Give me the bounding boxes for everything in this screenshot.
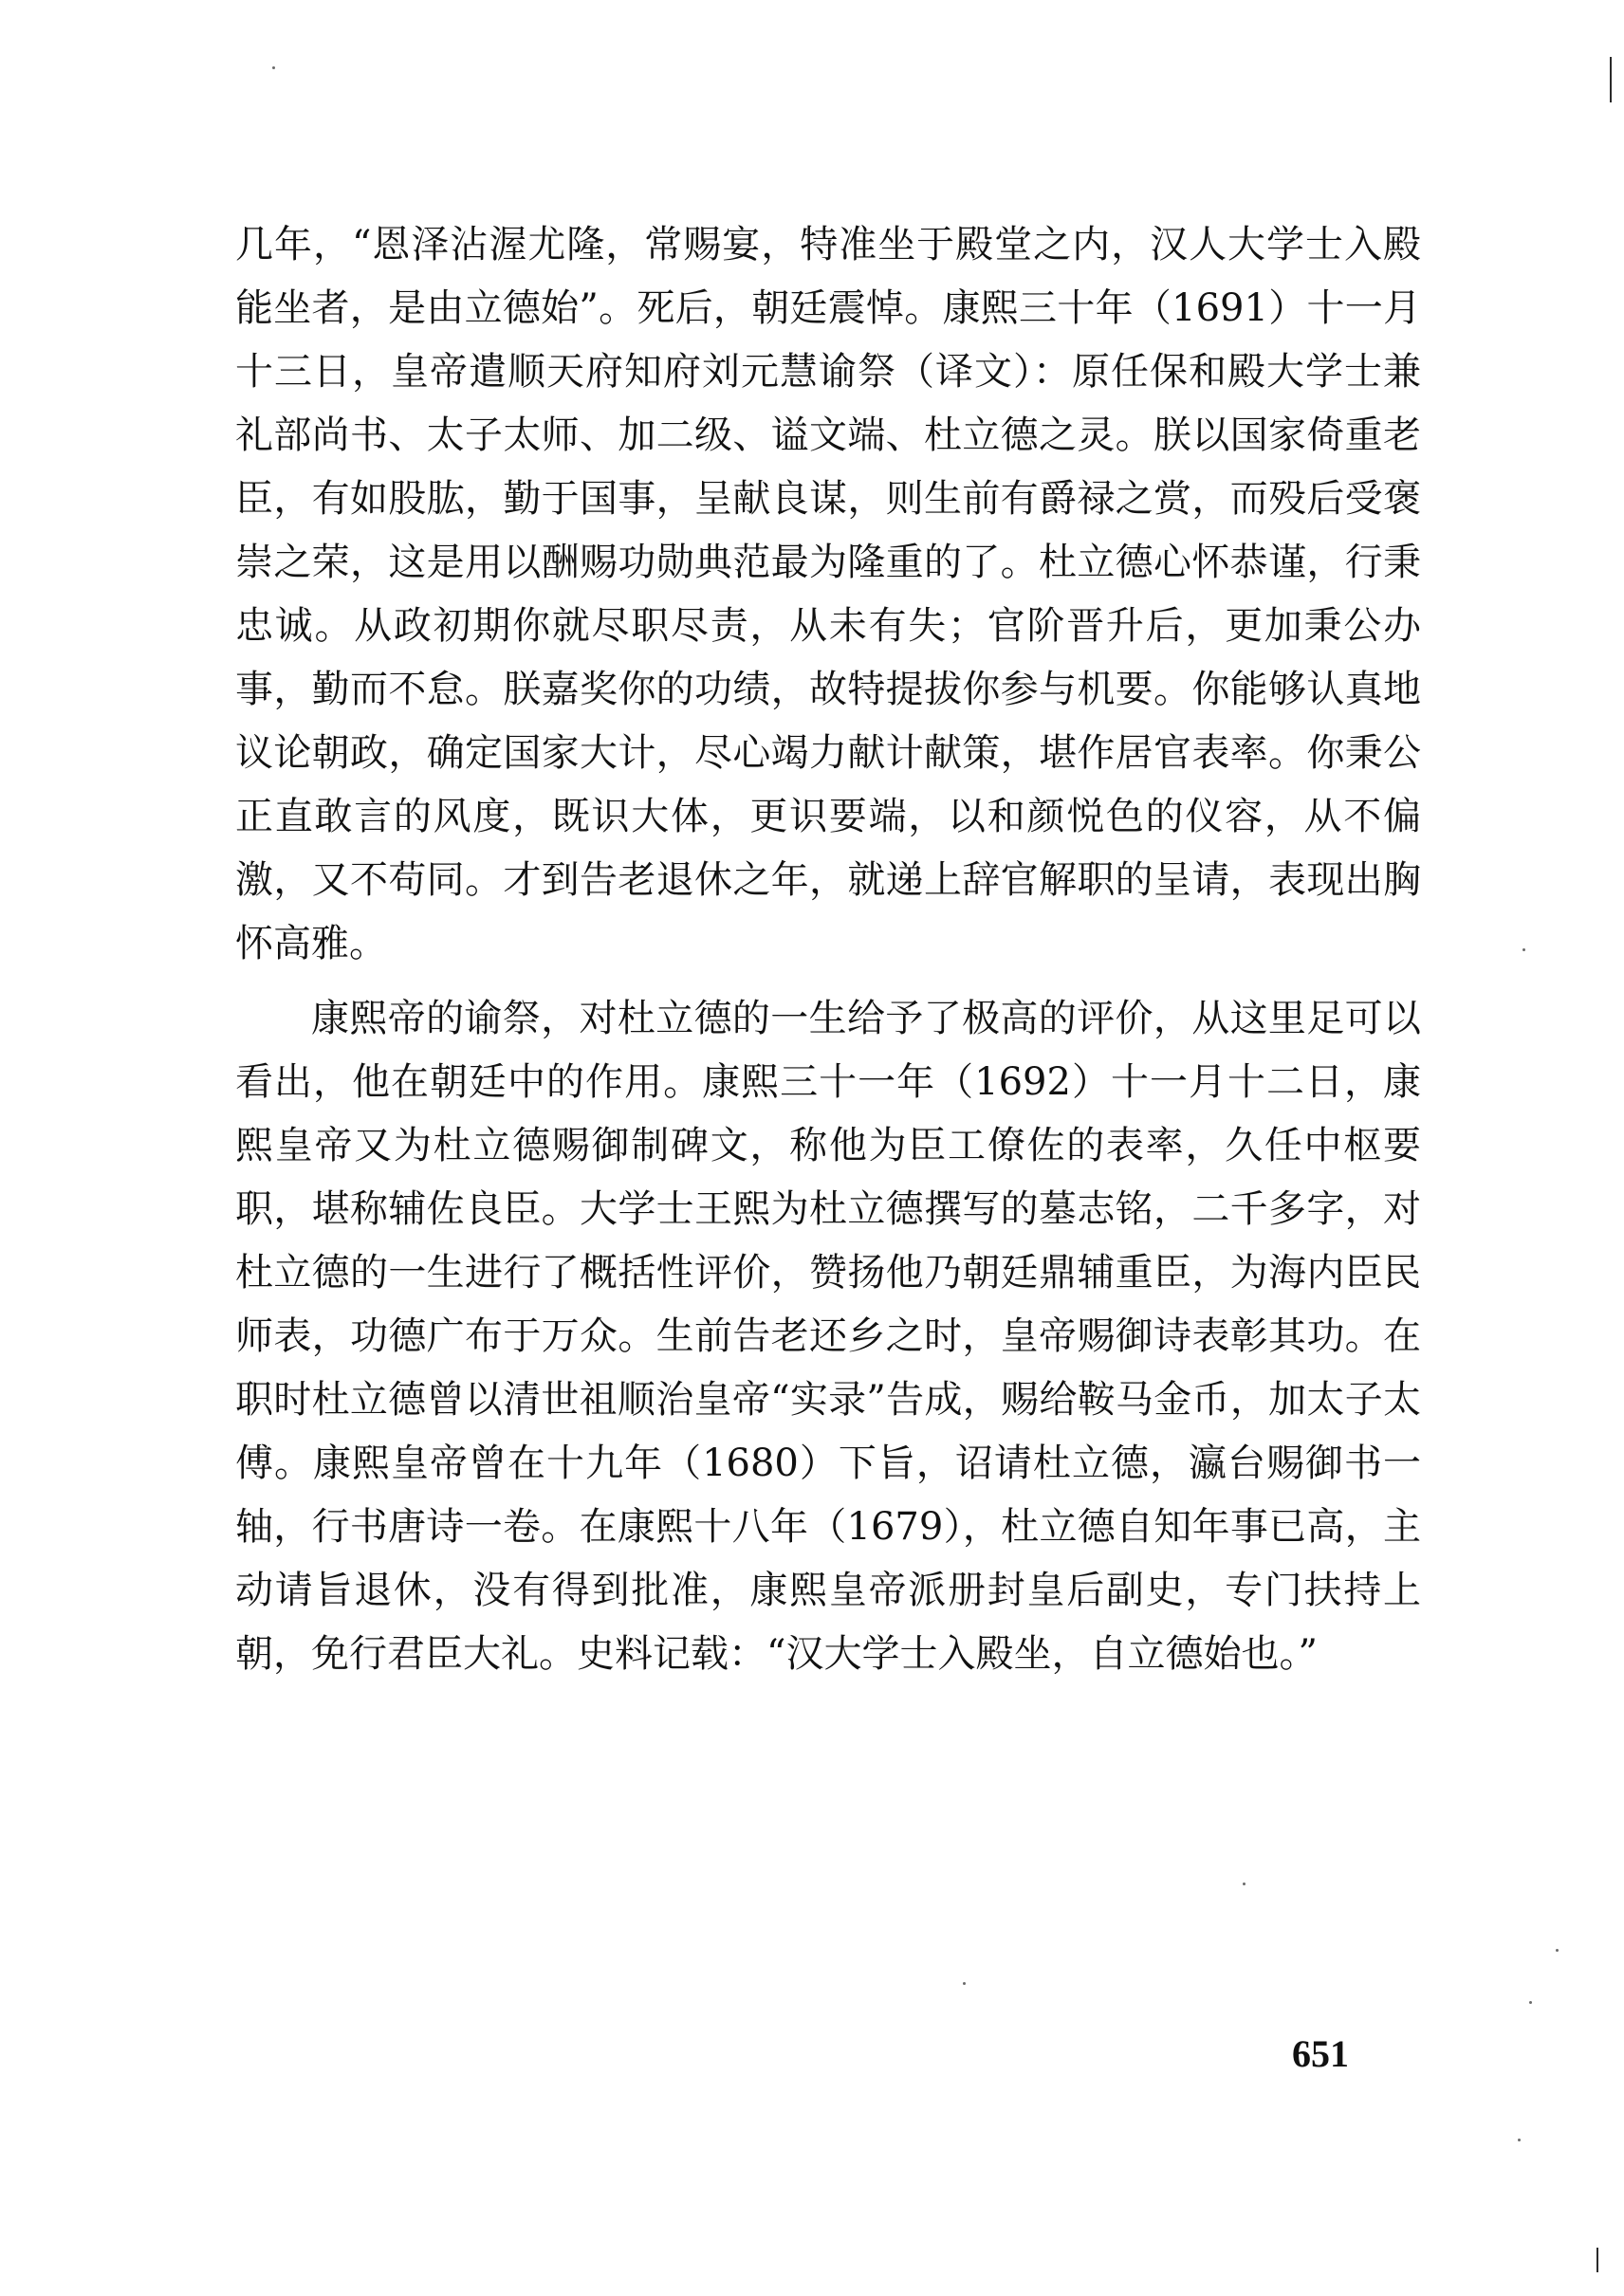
scan-speck	[963, 1982, 966, 1985]
scan-speck	[1529, 2001, 1532, 2004]
scan-edge-mark	[1596, 2248, 1598, 2272]
scan-speck	[1518, 2139, 1521, 2141]
scan-speck	[1522, 948, 1525, 951]
scan-speck	[272, 66, 275, 69]
paragraph-2: 康熙帝的谕祭，对杜立德的一生给予了极高的评价，从这里足可以看出，他在朝廷中的作用。康熙三十一年（1692）十一月十二日，康熙皇帝又为杜立德赐御制碑文，称他为臣工僚佐的表率，久任中枢要职，堪称辅佐良臣。大学士王熙为杜立德撰写的墓志铭，二千多字，对杜立德的一生进行了概括性评价，赞扬他乃朝廷鼎辅重臣，为海内臣民师表，功德广布于万众。生前告老还乡之时，皇帝赐御诗表彰其功。在职时杜立德曾以清世祖顺治皇帝“实录”告成，赐给鞍马金币，加太子太傅。康熙皇帝曾在十九年（1680）下旨，诏请杜立德，瀛台赐御书一轴，行书唐诗一卷。在康熙十八年（1679），杜立德自知年事已高，主动请旨退休，没有得到批准，康熙皇帝派册封皇后副史，专门扶持上朝，免行君臣大礼。史料记载：“汉大学士入殿坐，自立德始也。”	[235, 997, 1421, 1676]
page-number: 651	[1292, 2032, 1349, 2075]
scan-speck	[1243, 1883, 1246, 1885]
scan-edge-mark	[1610, 57, 1612, 102]
paragraph-1: 几年，“恩泽沾渥尤隆，常赐宴，特准坐于殿堂之内，汉人大学士入殿能坐者，是由立德始”。死后，朝廷震悼。康熙三十年（1691）十一月十三日，皇帝遣顺天府知府刘元慧谕祭（译文）：原任保和殿大学士兼礼部尚书、太子太师、加二级、谥文端、杜立德之灵。朕以国家倚重老臣，有如股肱，勤于国事，呈献良谋，则生前有爵禄之赏，而殁后受褒崇之荣，这是用以酬赐功勋典范最为隆重的了。杜立德心怀恭谨，行秉忠诚。从政初期你就尽职尽责，从未有失；官阶晋升后，更加秉公办事，勤而不怠。朕嘉奖你的功绩，故特提拔你参与机要。你能够认真地议论朝政，确定国家大计，尽心竭力献计献策，堪作居官表率。你秉公正直敢言的风度，既识大体，更识要端，以和颜悦色的仪容，从不偏激，又不苟同。才到告老退休之年，就递上辞官解职的呈请，表现出胸怀高雅。	[235, 223, 1421, 965]
scan-speck	[1556, 1949, 1559, 1952]
body-text	[235, 213, 1421, 1686]
